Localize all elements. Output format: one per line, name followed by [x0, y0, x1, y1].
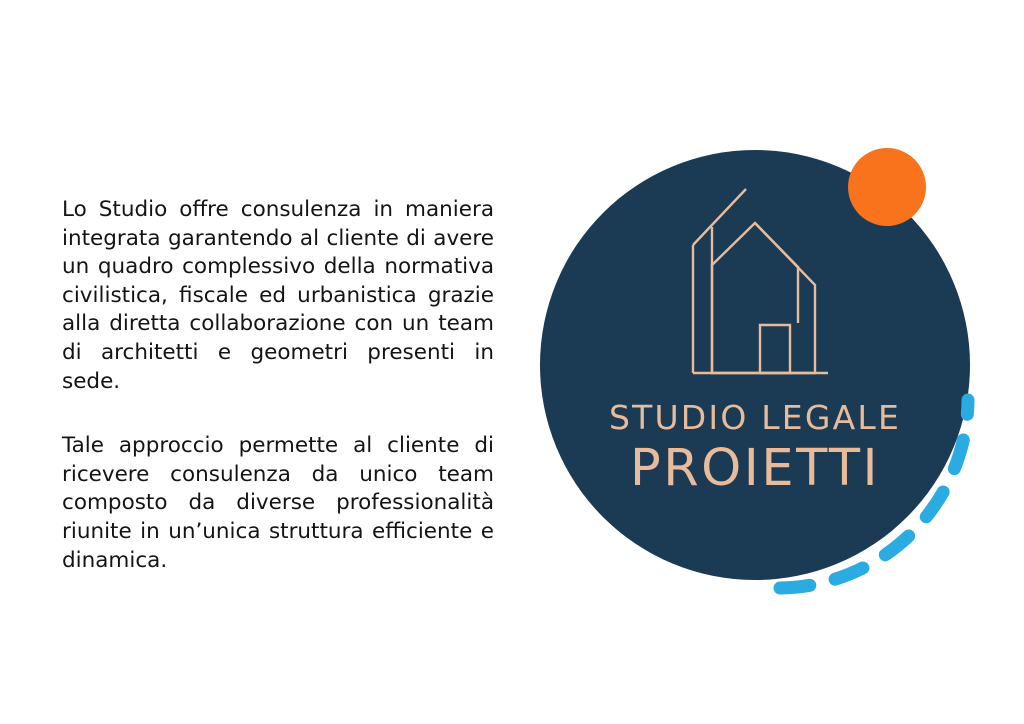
- logo-composition: [520, 130, 990, 610]
- wordmark-line-1: STUDIO LEGALE: [608, 398, 902, 437]
- paragraph-2: Tale approccio permette al cliente di ricevere consulenza da unico team composto da diverse professionalità riunite in un’unica struttura efficiente e dinamica.: [62, 433, 494, 573]
- house-outline-icon: [660, 175, 850, 400]
- paragraph-1: Lo Studio offre consulenza in maniera integrata garantendo al cliente di avere un quadro complessivo della normativa civilistica, fiscale ed urbanistica grazie alla diretta collaborazione con un team di architetti e geometri presenti in sede.: [62, 197, 494, 394]
- wordmark-line-2: PROIETTI: [629, 439, 881, 498]
- orange-accent-dot: [848, 148, 926, 226]
- body-text-column: [62, 196, 494, 575]
- wordmark: [560, 398, 950, 498]
